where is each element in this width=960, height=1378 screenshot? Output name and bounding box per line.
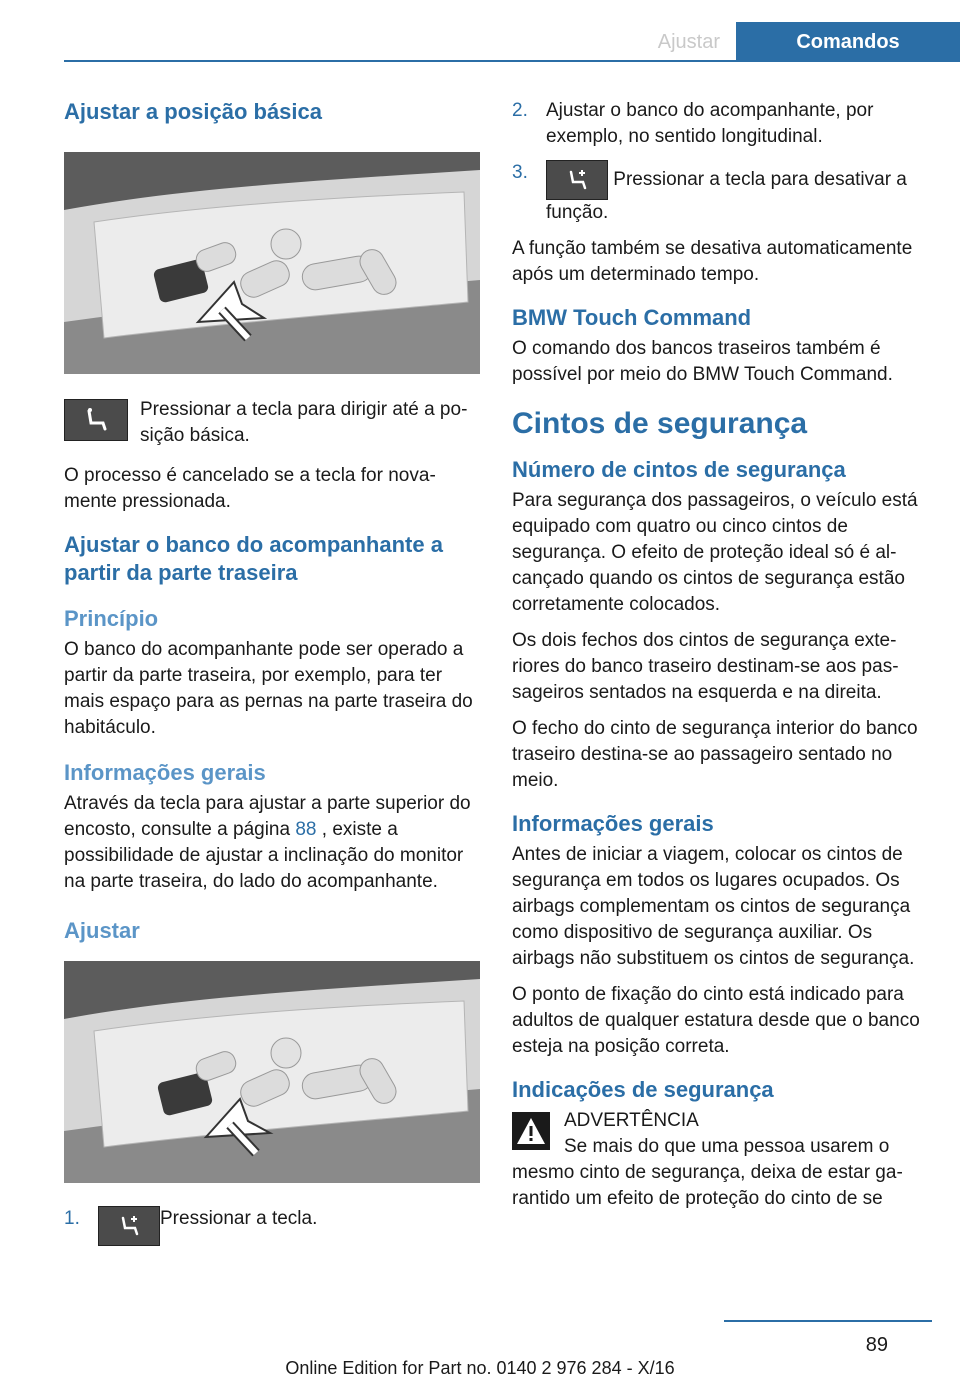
seat-basic-position-icon [81,407,111,433]
edition-line: Online Edition for Part no. 0140 2 976 284 - X/16 [285,1358,675,1378]
step-2 [512,98,924,150]
warning-triangle-icon [512,1112,550,1150]
step-3-text: Pressionar a tecla para desativar a função. [546,169,907,223]
warning-title: ADVERTÊNCIA [564,1110,699,1131]
seat-adjust-icon [116,1215,142,1237]
number-text-1: Para segurança dos passageiros, o veículo está equipado com quatro ou cinco cintos de segurança. O efeito de proteção ideal só é alcançado quando os cintos de segurança estão corretamente colocados. [512,490,918,615]
touch-command-text: O comando dos bancos traseiros também é possível por meio do BMW Touch Command. [512,338,893,385]
page-reference-link[interactable]: 88 [295,819,317,840]
right-column [512,98,924,1222]
heading-passenger-seat: Ajustar o banco do acompanhante a partir da parte traseira [64,532,443,585]
heading-touch-command: BMW Touch Command [512,305,752,330]
warning-text-lead: Se mais do que uma pessoa usarem o [564,1136,890,1157]
heading-safety-notes: Indicações de segurança [512,1077,774,1102]
heading-principle: Princípio [64,606,159,631]
header-section: Ajustar [657,31,720,53]
general-text-2: O ponto de fixação do cinto está indicado para adultos de qualquer estatura desde que o banco esteja na posição correta. [512,984,920,1057]
header-rule [64,60,960,62]
heading-general-info-right: Informações gerais [512,811,714,836]
general-text-before: Através da tecla para ajustar a parte superior do encosto, consulte a página [64,793,471,840]
number-text-2: Os dois fechos dos cintos de segurança exteriores do banco traseiro destinam-se aos passageiros sentados na esquerda e na direita. [512,630,899,703]
auto-deactivate-text: A função também se desativa automaticamente após um determinado tempo. [512,238,913,285]
heading-adjust: Ajustar [64,918,140,943]
warning-block [512,1108,924,1160]
seat-controls-photo-1 [64,152,480,374]
step-2-number: 2. [512,100,528,121]
page-number: 89 [865,1334,888,1356]
heading-basic-position: Ajustar a posição básica [64,99,322,124]
principle-text: O banco do acompanhante pode ser operado a partir da parte traseira, por exemplo, para ter mais espaço para as pernas na parte traseira do habitáculo. [64,639,473,738]
step-2-text: Ajustar o banco do acompanhante, por exemplo, no sentido longitudinal. [546,100,874,147]
step-1-text: Pressionar a tecla. [160,1208,318,1229]
seat-controls-photo-2 [64,961,480,1183]
step-3-number: 3. [512,162,528,183]
heading-seat-belts: Cintos de segurança [512,407,808,440]
cancel-text: O processo é cancelado se a tecla for novamente pressionada. [64,465,436,512]
seat-adjust-key-3 [546,160,608,200]
general-text-1: Antes de iniciar a viagem, colocar os cintos de segurança em todos os lugares ocupados. Os airbags complementam os cintos de segurança como dispositivo de segurança auxiliar. Os airbags não substituem os cintos de segurança. [512,844,915,969]
step-1 [64,1206,480,1246]
page-header [64,22,960,60]
heading-general-info-left: Informações gerais [64,760,266,785]
step-1-number: 1. [64,1208,80,1229]
basic-position-key [64,399,128,441]
basic-position-text: Pressionar a tecla para dirigir até a posição básica. [140,399,468,446]
seat-adjust-key-1 [98,1206,160,1246]
header-chapter: Comandos [736,22,960,60]
heading-number-of-belts: Número de cintos de segurança [512,457,846,482]
warning-text: mesmo cinto de segurança, deixa de estar garantido um efeito de proteção do cinto de se [512,1162,903,1209]
page-footer [0,1318,960,1378]
basic-position-row [64,397,480,449]
seat-adjust-icon [564,169,590,191]
left-column [64,98,480,1256]
step-3 [512,160,924,226]
general-text-after: , existe a possibilidade de ajustar a inclinação do monitor na parte traseira, do lado do acompanhante. [64,819,464,892]
footer-rule [724,1320,932,1322]
general-info-text [64,791,480,895]
number-text-3: O fecho do cinto de segurança interior do banco traseiro destina-se ao passageiro sentado no meio. [512,718,918,791]
